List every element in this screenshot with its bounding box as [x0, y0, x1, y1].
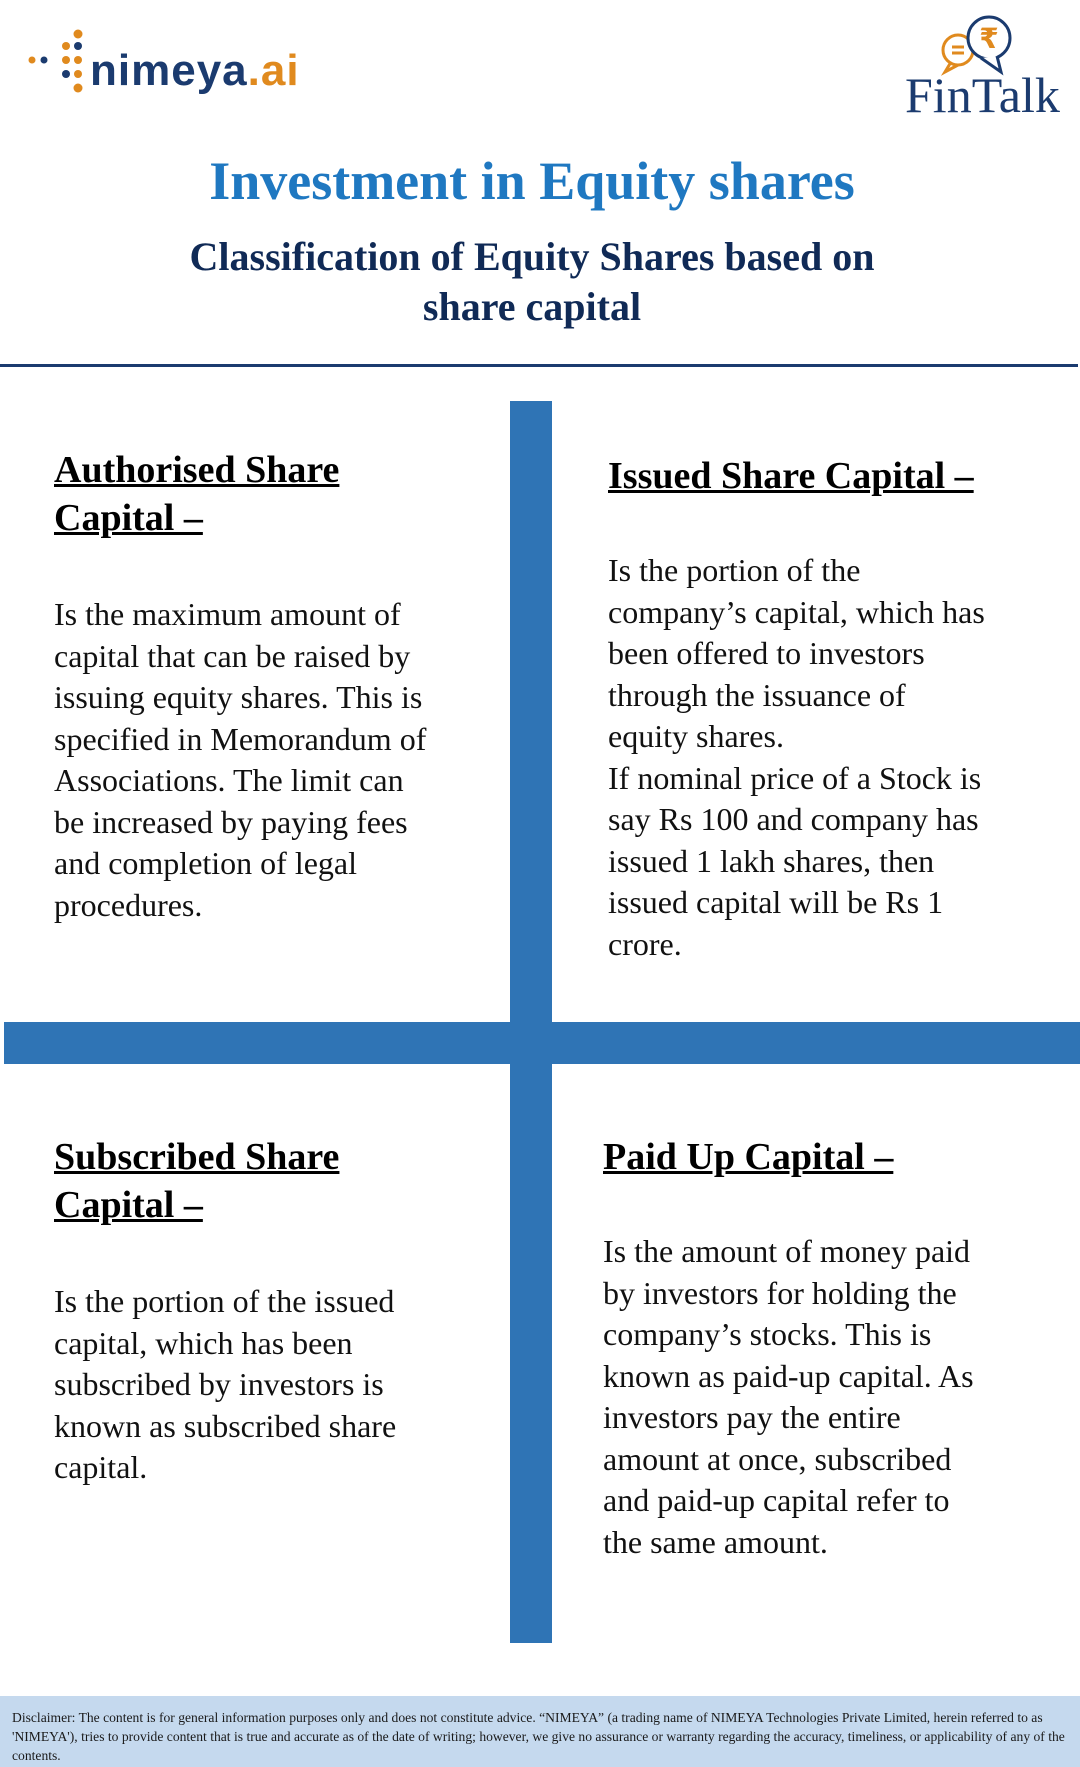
nimeya-logo — [26, 28, 326, 108]
quadrant-issued-share-capital — [608, 452, 1038, 962]
fintalk-wordmark: FinTalk — [905, 67, 1060, 123]
subscribed-share-capital-heading: Subscribed Share Capital – — [54, 1136, 340, 1226]
issued-share-capital-body: Is the portion of the company’s capital, which has been offered to investors through the issuance of equity shares. If nominal price of a Stock is say Rs 100 and company has issued 1 lakh shares, then issued capital will be Rs 1 crore. — [608, 552, 985, 962]
nimeya-wordmark — [90, 46, 300, 96]
paid-up-capital-heading: Paid Up Capital – — [603, 1136, 894, 1178]
header-divider — [0, 364, 1078, 367]
subtitle-line-1: Classification of Equity Shares based on — [189, 234, 875, 279]
fintalk-logo — [905, 14, 1065, 124]
page-title: Investment in Equity shares — [209, 151, 855, 211]
paid-up-capital-body: Is the amount of money paid by investors for holding the company’s stocks. This is known as paid-up capital. As investors pay the entire amount at once, subscribed and paid-up capital refer to the same amount. — [603, 1233, 974, 1560]
page-subtitle — [0, 232, 1064, 332]
nimeya-dots-icon — [26, 28, 90, 108]
disclaimer-text: Disclaimer: The content is for general information purposes only and does not constitute advice. “NIMEYA” (a trading name of NIMEYA Technologies Private Limited, herein referred to as 'NIMEYA'), tries to provide content that is true and accurate as of the date of writing; however, we give no assurance or warranty regarding the accuracy, timeliness, or applicability of any of the contents. — [12, 1710, 1065, 1763]
disclaimer-footer — [0, 1696, 1080, 1767]
quadrant-paid-up-capital — [603, 1133, 1033, 1560]
subscribed-share-capital-body: Is the portion of the issued capital, which has been subscribed by investors is known as subscribed share capital. — [54, 1283, 397, 1485]
quadrant-subscribed-share-capital — [54, 1133, 484, 1485]
subtitle-line-2: share capital — [422, 284, 642, 329]
svg-text:₹: ₹ — [979, 22, 999, 55]
nimeya-brand: nimeya — [90, 46, 248, 95]
quadrant-authorised-share-capital — [54, 446, 484, 923]
nimeya-suffix: .ai — [247, 46, 300, 95]
horizontal-divider-bar — [4, 1022, 1080, 1064]
authorised-share-capital-body: Is the maximum amount of capital that can be raised by issuing equity shares. This is specified in Memorandum of Associations. The limit can be increased by paying fees and completion of legal procedures. — [54, 596, 427, 923]
issued-share-capital-heading: Issued Share Capital – — [608, 455, 974, 497]
authorised-share-capital-heading: Authorised Share Capital – — [54, 449, 340, 539]
